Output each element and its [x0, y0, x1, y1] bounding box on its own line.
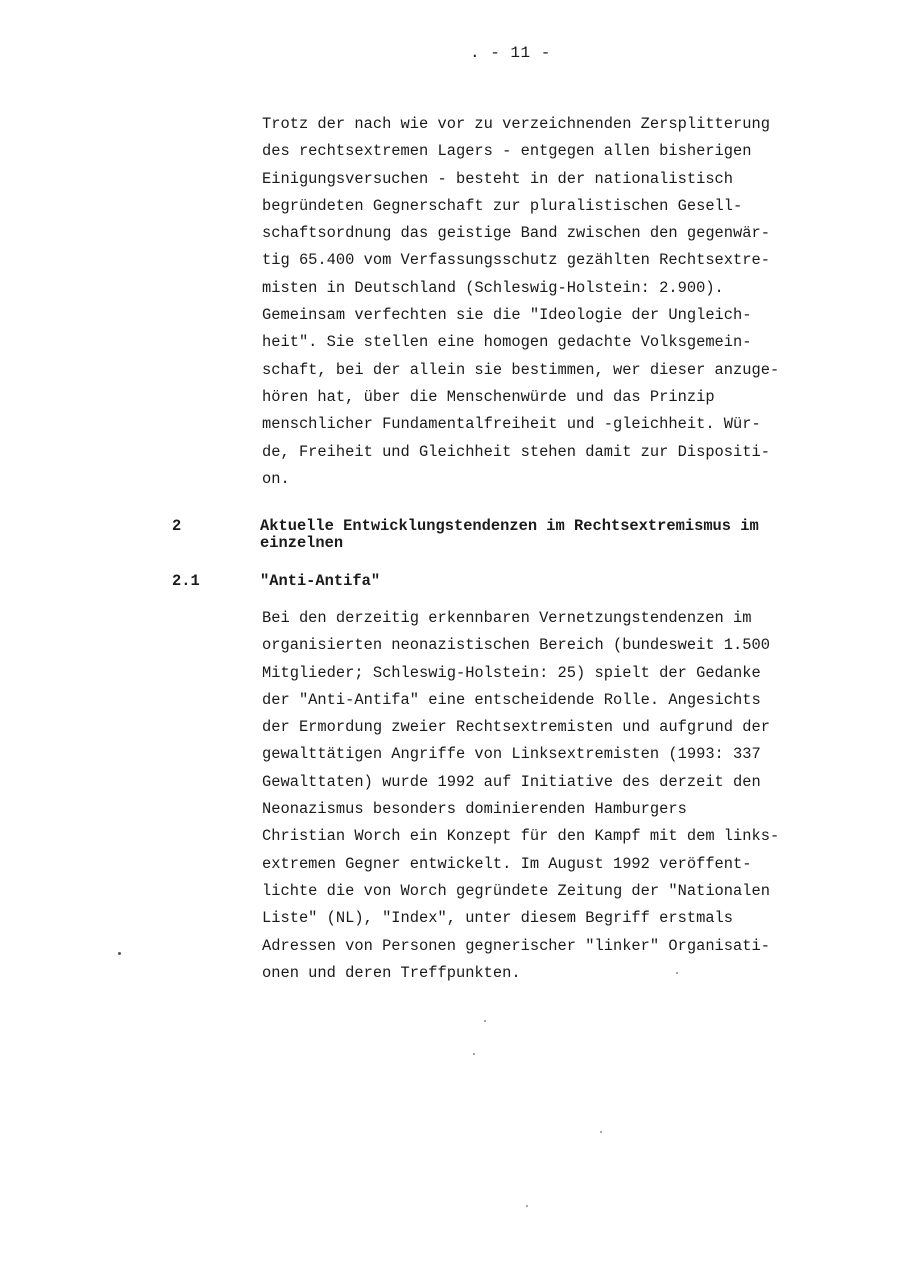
text-line: misten in Deutschland (Schleswig-Holstein: 2.900). [262, 278, 724, 297]
scan-speck [526, 1205, 528, 1207]
text-line: schaft, bei der allein sie bestimmen, wer dieser anzuge- [262, 360, 780, 379]
section-number: 2.1 [172, 572, 200, 590]
paragraph-intro [262, 111, 882, 493]
text-line: de, Freiheit und Gleichheit stehen damit zur Dispositi- [262, 442, 770, 461]
text-line: der Ermordung zweier Rechtsextremisten und aufgrund der [262, 718, 770, 737]
text-line: des rechtsextremen Lagers - entgegen allen bisherigen [262, 142, 752, 161]
text-line: lichte die von Worch gegründete Zeitung der "Nationalen [262, 881, 770, 900]
text-line: gewalttätigen Angriffe von Linksextremisten (1993: 337 [262, 745, 761, 764]
text-line: Christian Worch ein Konzept für den Kampf mit dem links- [262, 827, 780, 846]
text-line: schaftsordnung das geistige Band zwischen den gegenwär- [262, 224, 770, 243]
text-line: heit". Sie stellen eine homogen gedachte Volksgemein- [262, 333, 752, 352]
page-number: . - 11 - [470, 44, 551, 62]
scan-speck [484, 1020, 486, 1022]
text-line: der "Anti-Antifa" eine entscheidende Rolle. Angesichts [262, 690, 761, 709]
section-title-line: Aktuelle Entwicklungstendenzen im Rechtsextremismus im [260, 517, 759, 535]
text-line: begründeten Gegnerschaft zur pluralistischen Gesell- [262, 196, 743, 215]
text-line: organisierten neonazistischen Bereich (bundesweit 1.500 [262, 636, 770, 655]
text-line: Bei den derzeitig erkennbaren Vernetzungstendenzen im [262, 609, 752, 627]
text-line: Gemeinsam verfechten sie die "Ideologie der Ungleich- [262, 306, 752, 325]
scan-speck [118, 952, 121, 955]
text-line: onen und deren Treffpunkten. [262, 963, 521, 982]
paragraph-anti-antifa [262, 605, 882, 987]
text-line: tig 65.400 vom Verfassungsschutz gezählten Rechtsextre- [262, 251, 770, 270]
scan-speck [473, 1053, 475, 1055]
text-line: Gewalttaten) wurde 1992 auf Initiative des derzeit den [262, 772, 761, 791]
scan-speck [676, 972, 678, 974]
section-title-line: einzelnen [260, 534, 344, 552]
text-line: on. [262, 469, 290, 488]
text-line: Mitglieder; Schleswig-Holstein: 25) spielt der Gedanke [262, 663, 761, 682]
text-line: extremen Gegner entwickelt. Im August 1992 veröffent- [262, 854, 752, 873]
section-title [260, 518, 880, 552]
text-line: menschlicher Fundamentalfreiheit und -gleichheit. Wür- [262, 415, 761, 434]
text-line: Neonazismus besonders dominierenden Hamburgers [262, 800, 687, 819]
text-line: Trotz der nach wie vor zu verzeichnenden Zersplitterung [262, 115, 770, 133]
text-line: Einigungsversuchen - besteht in der nationalistisch [262, 169, 734, 188]
section-title: "Anti-Antifa" [260, 572, 381, 590]
scan-speck [600, 1131, 602, 1133]
text-line: hören hat, über die Menschenwürde und das Prinzip [262, 387, 715, 406]
text-line: Adressen von Personen gegnerischer "linker" Organisati- [262, 936, 770, 955]
section-number: 2 [172, 517, 182, 535]
text-line: Liste" (NL), "Index", unter diesem Begriff erstmals [262, 909, 734, 928]
